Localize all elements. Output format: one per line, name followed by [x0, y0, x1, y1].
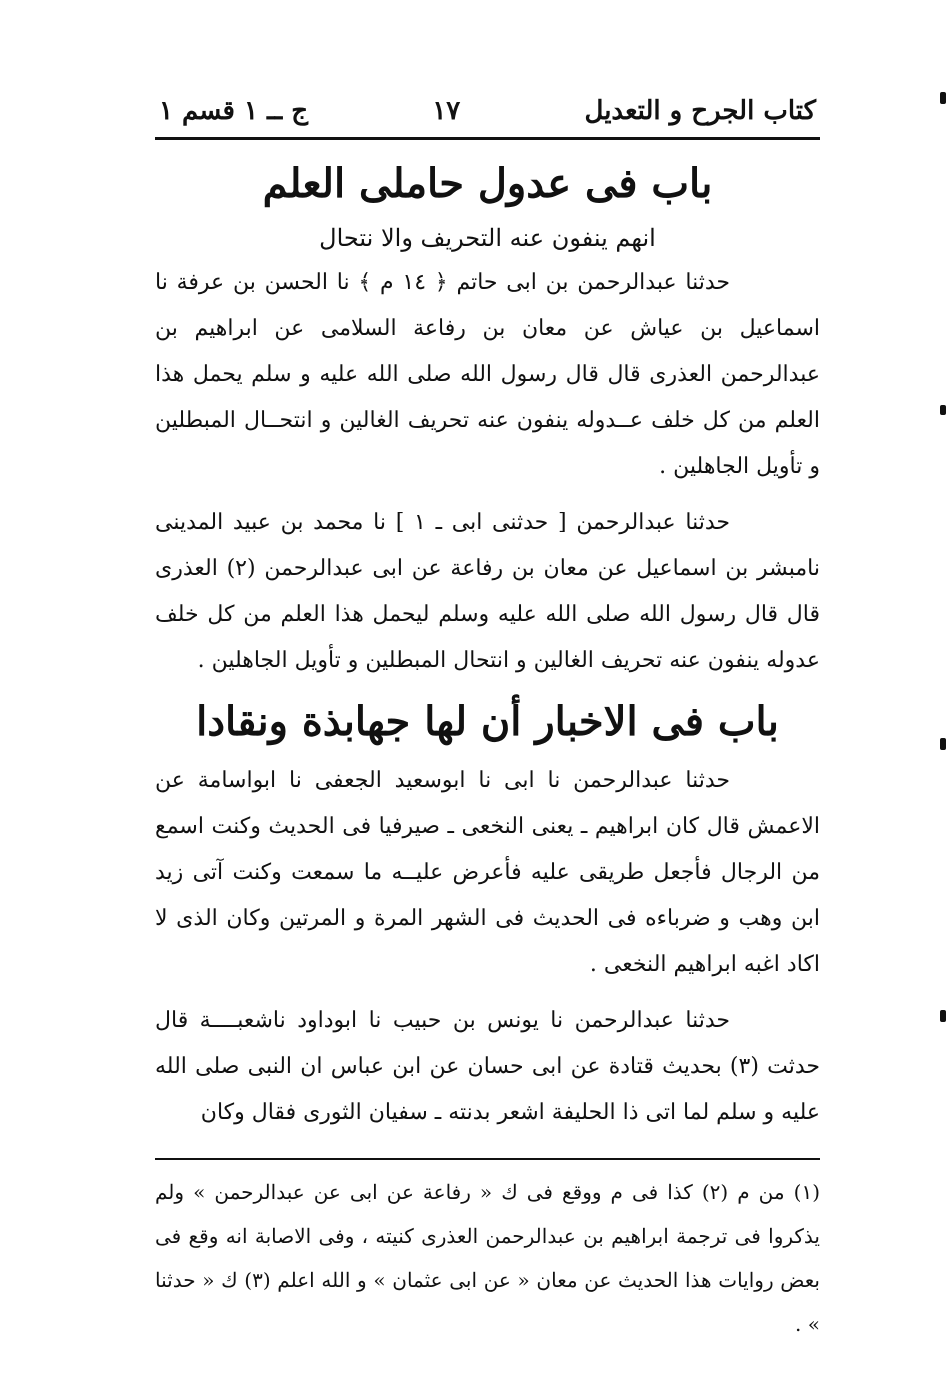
- book-page: [155, 85, 820, 1346]
- paragraph: حدثنا عبدالرحمن نا يونس بن حبيب نا ابوداود ناشعبــــة قال حدثت (٣) بحديث قتادة عن ابى حسان عن ابن عباس ان النبى صلى الله عليه و سلم لما اتى ذا الحليفة اشعر بدنته ـ سفيان الثورى فقال وكان: [155, 1008, 820, 1125]
- page-edge-mark: [940, 405, 946, 415]
- book-title: كتاب الجرح و التعديل: [584, 96, 816, 126]
- page-number: ١٧: [432, 96, 461, 126]
- running-head: [155, 85, 820, 140]
- volume-label: ج ــ ١ قسم ١: [159, 96, 309, 126]
- page-edge-mark: [940, 1010, 946, 1022]
- page-edge-mark: [940, 92, 946, 104]
- chapter-title-2: باب فى الاخبار أن لها جهابذة ونقادا: [196, 698, 779, 745]
- footnotes: (١) من م (٢) كذا فى م ووقع فى ك « رفاعة عن ابى عن عبدالرحمن » ولم يذكروا فى ترجمة ابراهيم بن عبدالرحمن العذرى كنيته ، وفى الاصابة انه وقع فى بعض روايات هذا الحديث عن معان « عن ابى عثمان » و الله اعلم (٣) ك « حدثنا » .: [155, 1180, 821, 1336]
- page-edge-mark: [940, 738, 946, 750]
- chapter-title-1: باب فى عدول حاملى العلم: [262, 160, 713, 207]
- chapter-subtitle-1: انهم ينفون عنه التحريف والا نتحال: [319, 224, 656, 252]
- paragraph: حدثنا عبدالرحمن [ حدثنى ابى ـ ١ ] نا محمد بن عبيد المدينى نامبشر بن اسماعيل عن معان بن رفاعة عن ابى عبدالرحمن (٢) العذرى قال قال رسول الله صلى الله عليه وسلم ليحمل هذا العلم من كل خلف عدوله ينفون عنه تحريف الغالين و انتحال المبطلين و تأويل الجاهلين .: [155, 510, 820, 673]
- footnote-divider: [155, 1158, 820, 1160]
- paragraph: حدثنا عبدالرحمن بن ابى حاتم ﴿ ١٤ م ﴾ نا الحسن بن عرفة نا اسماعيل بن عياش عن معان بن رفاعة السلامى عن ابراهيم بن عبدالرحمن العذرى قال قال رسول الله صلى الله عليه و سلم يحمل هذا العلم من كل خلف عــدوله ينفون عنه تحريف الغالين و انتحــال المبطلين و تأويل الجاهلين .: [155, 270, 820, 479]
- paragraph: حدثنا عبدالرحمن نا ابى نا ابوسعيد الجعفى نا ابواسامة عن الاعمش قال كان ابراهيم ـ يعنى النخعى ـ صيرفيا فى الحديث وكنت اسمع من الرجال فأجعل طريقى عليه فأعرض عليــه ما سمعت وكنت آتى زيد ابن وهب و ضرباءه فى الحديث فى الشهر المرة و المرتين وكان الذى لا اكاد اغبه ابراهيم النخعى .: [155, 768, 820, 977]
